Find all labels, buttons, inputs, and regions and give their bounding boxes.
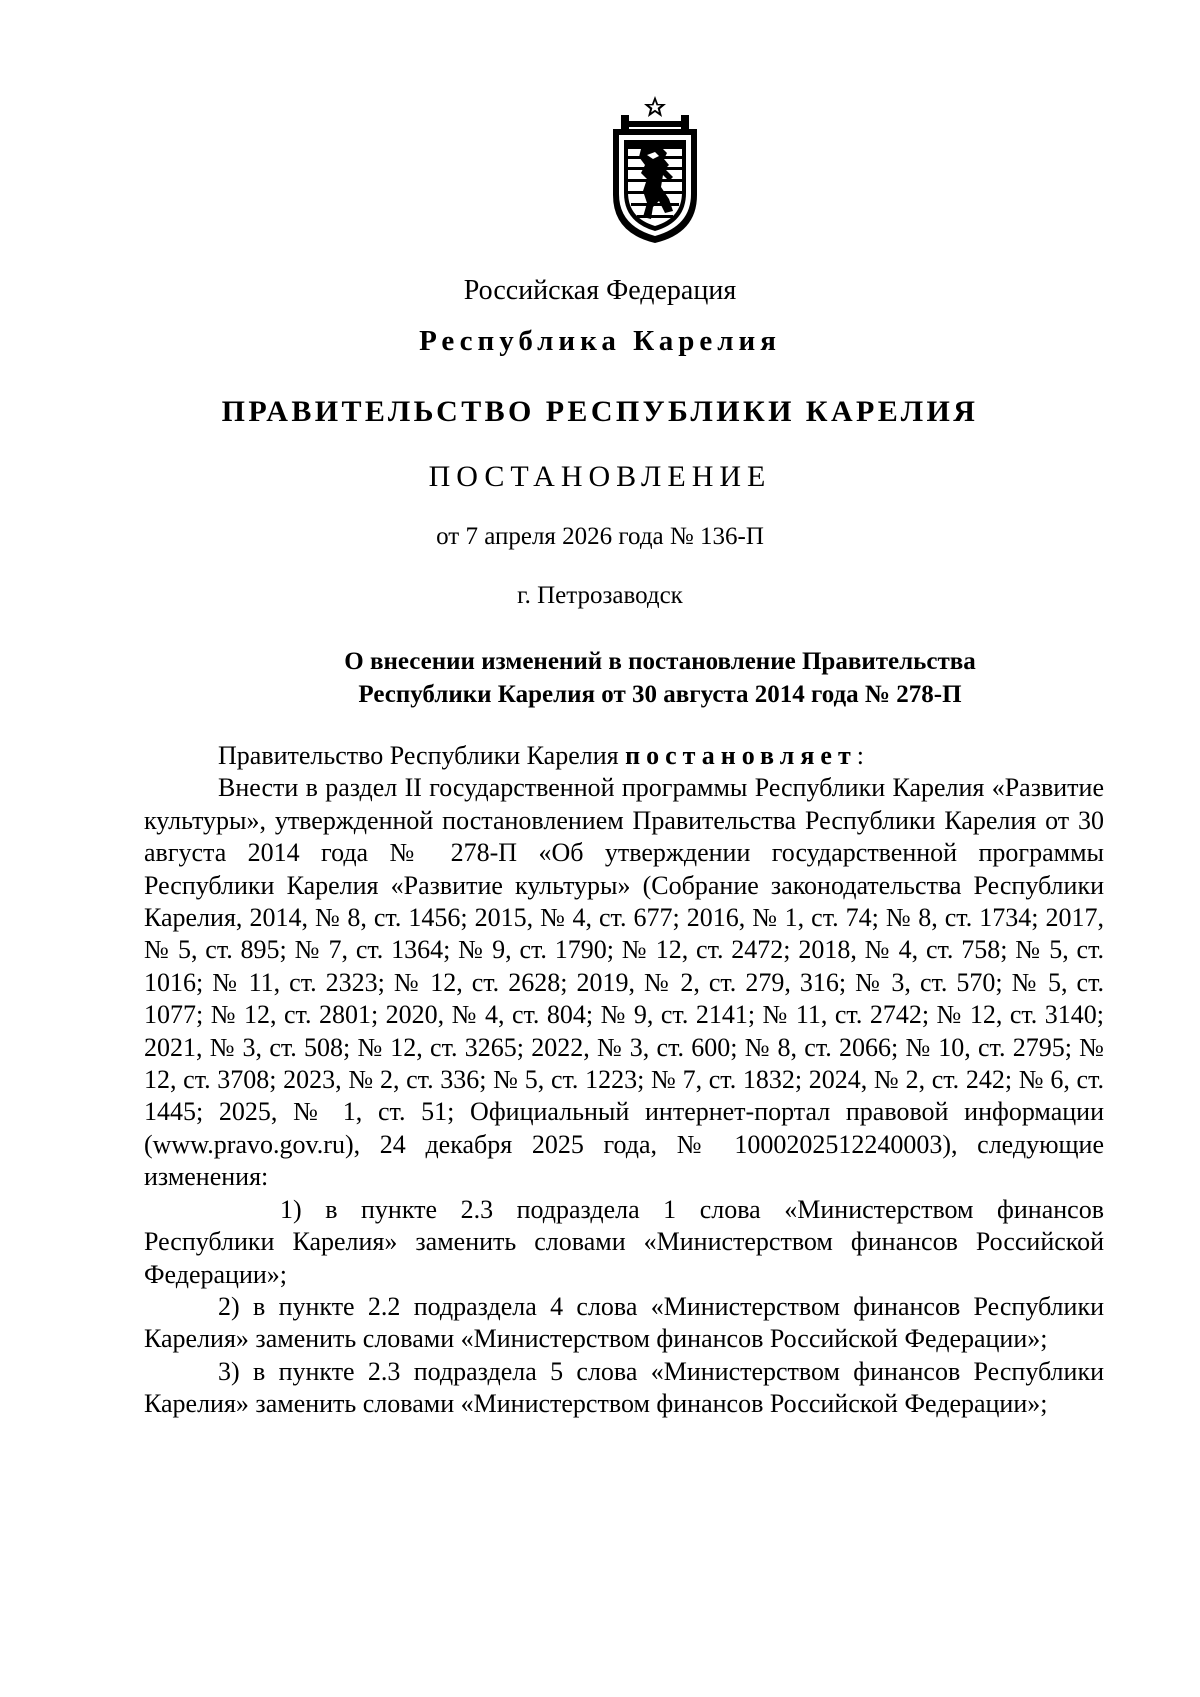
item-3: 3) в пункте 2.3 подраздела 5 слова «Министерством финансов Республики Карелия» заменить словами «Министерством финансов Российской Федерации»; — [144, 1356, 1104, 1419]
preamble-start: Правительство Республики Карелия — [218, 741, 626, 770]
document-type: ПОСТАНОВЛЕНИЕ — [428, 460, 772, 493]
document-body — [144, 740, 1104, 1421]
item-1: 1) в пункте 2.3 подраздела 1 слова «Министерством финансов Республики Карелия» заменить словами «Министерством финансов Российской Федерации»; — [144, 1194, 1104, 1289]
item-2: 2) в пункте 2.2 подраздела 4 слова «Министерством финансов Республики Карелия» заменить словами «Министерством финансов Российской Федерации»; — [144, 1291, 1104, 1354]
country-name: Российская Федерация — [463, 275, 737, 306]
title-line-2: Республики Карелия от 30 августа 2014 года № 278-П — [358, 681, 962, 708]
document-date-number: от 7 апреля 2026 года № 136-П — [436, 523, 764, 550]
star-icon — [644, 96, 666, 117]
government-name: ПРАВИТЕЛЬСТВО РЕСПУБЛИКИ КАРЕЛИЯ — [221, 395, 979, 428]
preamble-end: : — [856, 741, 864, 770]
karelia-coat-of-arms-icon — [607, 95, 703, 245]
document-city: г. Петрозаводск — [517, 582, 683, 609]
main-paragraph: Внести в раздел II государственной программы Республики Карелия «Развитие культуры», утвержденной постановлением Правительства Республики Карелия от 30 августа 2014 года № 278-П «Об утверждении государственной программы Республики Карелия «Развитие культуры» (Собрание законодательства Республики Карелия, 2014, № 8, ст. 1456; 2015, № 4, ст. 677; 2016, № 1, ст. 74; № 8, ст. 1734; 2017, № 5, ст. 895; № 7, ст. 1364; № 9, ст. 1790; № 12, ст. 2472; 2018, № 4, ст. 758; № 5, ст. 1016; № 11, ст. 2323; № 12, ст. 2628; 2019, № 2, ст. 279, 316; № 3, ст. 570; № 5, ст. 1077; № 12, ст. 2801; 2020, № 4, ст. 804; № 9, ст. 2141; № 11, ст. 2742; № 12, ст. 3140; 2021, № 3, ст. 508; № 12, ст. 3265; 2022, № 3, ст. 600; № 8, ст. 2066; № 10, ст. 2795; № 12, ст. 3708; 2023, № 2, ст. 336; № 5, ст. 1223; № 7, ст. 1832; 2024, № 2, ст. 242; № 6, ст. 1445; 2025, № 1, ст. 51; Официальный интернет-портал правовой информации (www.pravo.gov.ru), 24 декабря 2025 года, № 1000202512240003), следующие изменения: — [144, 773, 1104, 1192]
title-line-1: О внесении изменений в постановление Правительства — [344, 648, 976, 675]
document-title — [250, 645, 1070, 711]
preamble-verb: постановляет — [625, 741, 857, 770]
preamble — [144, 740, 1104, 772]
republic-name: Республика Карелия — [419, 325, 781, 357]
